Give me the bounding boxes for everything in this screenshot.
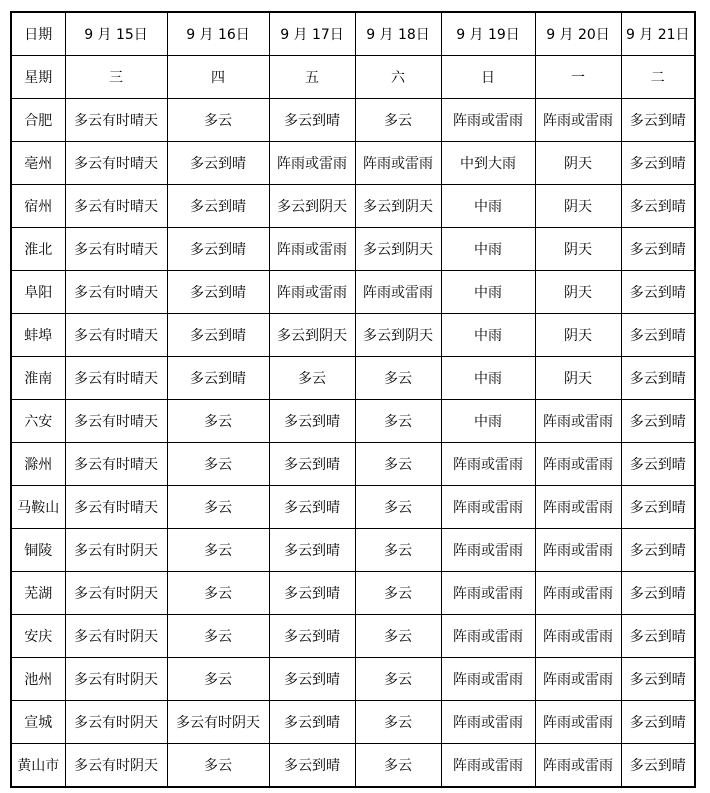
forecast-cell: 多云到晴 (269, 615, 355, 658)
forecast-cell: 中雨 (441, 400, 535, 443)
weekday-label-cell: 星期 (11, 56, 65, 99)
forecast-cell: 多云到阴天 (355, 314, 441, 357)
city-row (11, 400, 695, 443)
forecast-cell: 阵雨或雷雨 (535, 744, 621, 788)
city-row (11, 486, 695, 529)
forecast-cell: 阵雨或雷雨 (535, 701, 621, 744)
city-row (11, 529, 695, 572)
forecast-cell: 多云 (167, 99, 269, 142)
forecast-cell: 多云 (167, 615, 269, 658)
city-name-cell: 阜阳 (11, 271, 65, 314)
forecast-cell: 阴天 (535, 357, 621, 400)
forecast-cell: 中雨 (441, 228, 535, 271)
forecast-cell: 多云 (355, 529, 441, 572)
city-name-cell: 滁州 (11, 443, 65, 486)
forecast-cell: 阵雨或雷雨 (441, 615, 535, 658)
city-name-cell: 芜湖 (11, 572, 65, 615)
forecast-cell: 多云有时阴天 (167, 701, 269, 744)
forecast-cell: 多云 (355, 400, 441, 443)
forecast-cell: 阵雨或雷雨 (441, 658, 535, 701)
forecast-cell: 多云 (355, 357, 441, 400)
city-row (11, 271, 695, 314)
forecast-cell: 多云有时阴天 (65, 615, 167, 658)
forecast-cell: 多云到晴 (621, 314, 695, 357)
forecast-cell: 多云到晴 (269, 701, 355, 744)
weekday-cell: 六 (355, 56, 441, 99)
city-row (11, 185, 695, 228)
forecast-cell: 多云有时晴天 (65, 99, 167, 142)
forecast-cell: 多云 (355, 615, 441, 658)
city-row (11, 314, 695, 357)
city-name-cell: 黄山市 (11, 744, 65, 788)
city-name-cell: 宿州 (11, 185, 65, 228)
forecast-cell: 中到大雨 (441, 142, 535, 185)
city-row (11, 658, 695, 701)
forecast-cell: 多云到晴 (621, 744, 695, 788)
forecast-cell: 多云到晴 (269, 529, 355, 572)
forecast-cell: 多云到晴 (621, 701, 695, 744)
forecast-cell: 阵雨或雷雨 (355, 142, 441, 185)
forecast-cell: 多云 (355, 572, 441, 615)
city-row (11, 357, 695, 400)
city-row (11, 99, 695, 142)
forecast-cell: 多云到晴 (621, 185, 695, 228)
forecast-cell: 阵雨或雷雨 (441, 701, 535, 744)
forecast-cell: 多云有时晴天 (65, 271, 167, 314)
forecast-cell: 多云到晴 (167, 271, 269, 314)
date-cell: 9 月 15日 (65, 12, 167, 56)
forecast-cell: 多云 (355, 99, 441, 142)
forecast-cell: 阴天 (535, 271, 621, 314)
forecast-cell: 阵雨或雷雨 (441, 99, 535, 142)
date-cell: 9 月 18日 (355, 12, 441, 56)
forecast-cell: 阴天 (535, 185, 621, 228)
forecast-cell: 阴天 (535, 228, 621, 271)
city-row (11, 443, 695, 486)
city-name-cell: 蚌埠 (11, 314, 65, 357)
forecast-cell: 多云到晴 (167, 142, 269, 185)
forecast-cell: 多云到晴 (621, 486, 695, 529)
city-row (11, 615, 695, 658)
forecast-cell: 多云 (269, 357, 355, 400)
forecast-cell: 多云到晴 (167, 314, 269, 357)
forecast-cell: 多云到晴 (621, 400, 695, 443)
forecast-cell: 多云到阴天 (269, 185, 355, 228)
forecast-cell: 中雨 (441, 314, 535, 357)
forecast-cell: 多云到阴天 (355, 228, 441, 271)
city-name-cell: 宣城 (11, 701, 65, 744)
city-name-cell: 安庆 (11, 615, 65, 658)
forecast-cell: 阵雨或雷雨 (535, 400, 621, 443)
forecast-cell: 中雨 (441, 185, 535, 228)
city-row (11, 228, 695, 271)
forecast-cell: 阵雨或雷雨 (535, 99, 621, 142)
forecast-cell: 多云有时晴天 (65, 185, 167, 228)
date-cell: 9 月 19日 (441, 12, 535, 56)
forecast-cell: 多云 (167, 400, 269, 443)
forecast-cell: 多云有时晴天 (65, 228, 167, 271)
forecast-cell: 阵雨或雷雨 (441, 529, 535, 572)
date-cell: 9 月 17日 (269, 12, 355, 56)
date-header-row (11, 12, 695, 56)
city-name-cell: 淮南 (11, 357, 65, 400)
forecast-cell: 多云到晴 (621, 443, 695, 486)
city-name-cell: 合肥 (11, 99, 65, 142)
forecast-cell: 多云到晴 (621, 142, 695, 185)
weekday-cell: 三 (65, 56, 167, 99)
forecast-cell: 多云 (167, 443, 269, 486)
weekday-cell: 日 (441, 56, 535, 99)
forecast-cell: 多云到阴天 (355, 185, 441, 228)
forecast-cell: 多云 (167, 658, 269, 701)
forecast-cell: 阵雨或雷雨 (269, 142, 355, 185)
forecast-cell: 多云有时晴天 (65, 357, 167, 400)
weekday-header-row (11, 56, 695, 99)
city-name-cell: 淮北 (11, 228, 65, 271)
forecast-cell: 多云到晴 (269, 744, 355, 788)
weather-forecast-table (10, 11, 696, 788)
forecast-cell: 阵雨或雷雨 (535, 486, 621, 529)
city-row (11, 744, 695, 788)
forecast-cell: 阴天 (535, 314, 621, 357)
forecast-cell: 阵雨或雷雨 (269, 228, 355, 271)
forecast-cell: 多云有时阴天 (65, 744, 167, 788)
table-body (11, 12, 695, 787)
forecast-cell: 阵雨或雷雨 (535, 443, 621, 486)
date-cell: 9 月 21日 (621, 12, 695, 56)
forecast-cell: 多云到晴 (269, 572, 355, 615)
forecast-cell: 阵雨或雷雨 (535, 615, 621, 658)
forecast-cell: 多云 (355, 486, 441, 529)
forecast-cell: 多云到晴 (621, 572, 695, 615)
date-label-cell: 日期 (11, 12, 65, 56)
forecast-cell: 多云 (167, 744, 269, 788)
forecast-cell: 多云有时阴天 (65, 529, 167, 572)
forecast-cell: 阵雨或雷雨 (441, 744, 535, 788)
forecast-cell: 多云到阴天 (269, 314, 355, 357)
forecast-cell: 中雨 (441, 271, 535, 314)
forecast-cell: 阵雨或雷雨 (535, 658, 621, 701)
forecast-cell: 多云有时阴天 (65, 701, 167, 744)
city-name-cell: 池州 (11, 658, 65, 701)
forecast-cell: 多云到晴 (621, 271, 695, 314)
forecast-cell: 多云 (355, 701, 441, 744)
forecast-cell: 多云到晴 (621, 357, 695, 400)
forecast-cell: 多云到晴 (269, 443, 355, 486)
forecast-cell: 多云有时阴天 (65, 658, 167, 701)
forecast-cell: 多云到晴 (167, 228, 269, 271)
forecast-cell: 多云有时晴天 (65, 443, 167, 486)
forecast-cell: 多云到晴 (167, 185, 269, 228)
forecast-cell: 多云到晴 (269, 99, 355, 142)
city-name-cell: 铜陵 (11, 529, 65, 572)
forecast-cell: 阵雨或雷雨 (355, 271, 441, 314)
forecast-cell: 多云到晴 (621, 529, 695, 572)
forecast-cell: 多云 (167, 572, 269, 615)
city-row (11, 572, 695, 615)
city-name-cell: 六安 (11, 400, 65, 443)
date-cell: 9 月 16日 (167, 12, 269, 56)
forecast-cell: 阵雨或雷雨 (441, 486, 535, 529)
forecast-cell: 多云到晴 (269, 400, 355, 443)
forecast-cell: 阵雨或雷雨 (535, 572, 621, 615)
forecast-cell: 多云有时晴天 (65, 142, 167, 185)
forecast-cell: 多云 (355, 658, 441, 701)
forecast-cell: 阵雨或雷雨 (269, 271, 355, 314)
forecast-cell: 阵雨或雷雨 (535, 529, 621, 572)
forecast-cell: 多云有时阴天 (65, 572, 167, 615)
forecast-cell: 阵雨或雷雨 (441, 443, 535, 486)
forecast-cell: 多云到晴 (621, 658, 695, 701)
forecast-cell: 多云到晴 (269, 658, 355, 701)
forecast-cell: 多云到晴 (167, 357, 269, 400)
forecast-cell: 阴天 (535, 142, 621, 185)
forecast-cell: 多云 (355, 744, 441, 788)
city-row (11, 701, 695, 744)
forecast-cell: 多云有时晴天 (65, 314, 167, 357)
city-name-cell: 马鞍山 (11, 486, 65, 529)
forecast-cell: 阵雨或雷雨 (441, 572, 535, 615)
weekday-cell: 二 (621, 56, 695, 99)
weekday-cell: 四 (167, 56, 269, 99)
forecast-cell: 多云到晴 (621, 99, 695, 142)
forecast-cell: 中雨 (441, 357, 535, 400)
weekday-cell: 一 (535, 56, 621, 99)
city-name-cell: 亳州 (11, 142, 65, 185)
forecast-cell: 多云到晴 (621, 615, 695, 658)
forecast-cell: 多云到晴 (269, 486, 355, 529)
forecast-cell: 多云有时晴天 (65, 400, 167, 443)
forecast-cell: 多云 (167, 486, 269, 529)
forecast-cell: 多云 (167, 529, 269, 572)
forecast-cell: 多云 (355, 443, 441, 486)
forecast-cell: 多云有时晴天 (65, 486, 167, 529)
date-cell: 9 月 20日 (535, 12, 621, 56)
weekday-cell: 五 (269, 56, 355, 99)
city-row (11, 142, 695, 185)
forecast-cell: 多云到晴 (621, 228, 695, 271)
